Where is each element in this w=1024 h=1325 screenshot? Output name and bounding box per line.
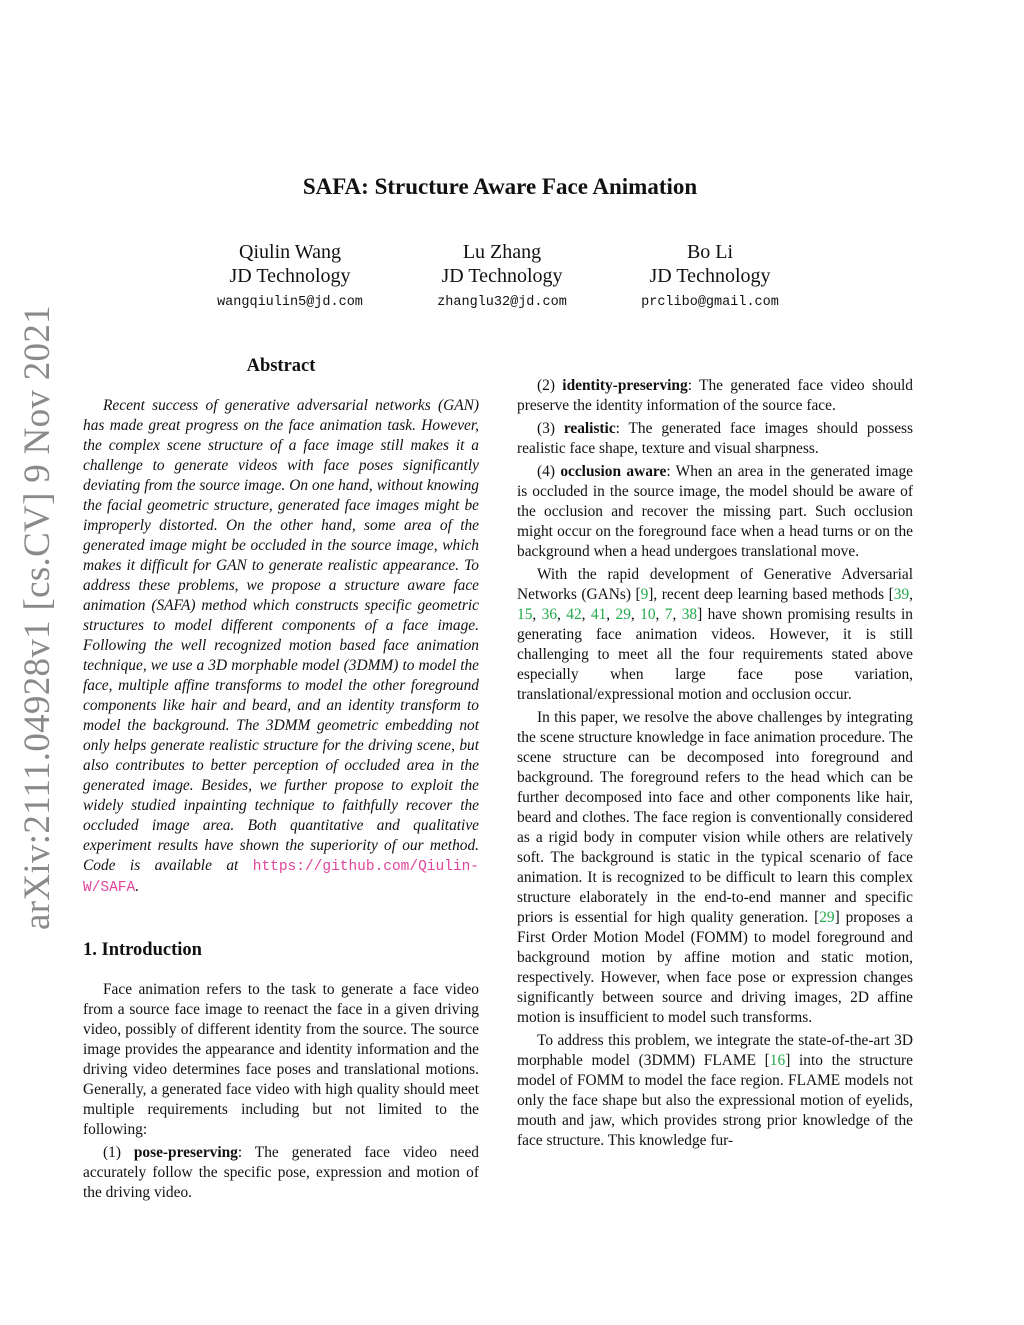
requirement-1: (1) pose-preserving: The generated face video need accurately follow the specific pose, expression and motion of the driving video. — [83, 1144, 480, 1201]
intro-paragraph: With the rapid development of Generative Adversarial Networks (GANs) [9], recent deep learning based methods [39, 15, 36, 42, 41, 29, 10, 7, 38] have shown promising results in generating face animation videos. However, it is still challenging to meet all the four requirements stated above especially when large face pose variation, translational/expressional motion and occlusion occur. — [517, 566, 914, 703]
citation-link[interactable]: 10 — [640, 606, 656, 623]
author-name: Bo Li — [686, 241, 734, 263]
code-link[interactable]: https://github.com/Qiulin-W/SAFA — [83, 859, 479, 896]
citation-link[interactable]: 9 — [640, 586, 649, 603]
author-name: Qiulin Wang — [239, 241, 341, 263]
citation-link[interactable]: 29 — [819, 909, 835, 926]
author-block — [382, 240, 622, 315]
abstract-text: Recent success of generative adversarial networks (GAN) has made great progress on the face animation task. However, the complex scene structure of a face image still makes it a challenge to generate videos with face poses significantly deviating from the source image. On one hand, without knowing the facial geometric structure, generated face images might be improperly distorted. On the other hand, some area of the generated image might be occluded in the source image, which makes it difficult for GAN to generate realistic appearance. To address these problems, we propose a structure aware face animation (SAFA) method which constructs specific geometric structures to model different components of a face image. Following the well recognized motion based face animation technique, we use a 3D morphable model (3DMM) to model the face, multiple affine transforms to model the other foreground components like hair and beard, and an identity transform to model the background. The 3DMM geometric embedding not only helps generate realistic structure for the driving scene, but also contributes to better perception of occluded area in the generated image. Besides, we further propose to exploit the widely studied inpainting technique to faithfully recover the occluded image area. Both quantitative and qualitative experiment results have shown the superiority of our method. Code is available at https://github.com/Qiulin-W/SAFA. — [83, 397, 479, 896]
citation-link[interactable]: 15 — [517, 606, 533, 623]
author-email[interactable]: zhanglu32@jd.com — [437, 295, 567, 310]
citation-link[interactable]: 36 — [541, 606, 558, 623]
citation-link[interactable]: 39 — [893, 586, 910, 603]
citation-list: 39, 15, 36, 42, 41, 29, 10, 7, 38 — [517, 586, 914, 623]
citation-link[interactable]: 7 — [664, 606, 673, 623]
arxiv-stamp: arXiv:2111.04928v1 [cs.CV] 9 Nov 2021 — [17, 305, 58, 930]
author-block — [590, 240, 830, 315]
author-affiliation: JD Technology — [649, 265, 771, 287]
intro-paragraph: Face animation refers to the task to generate a face video from a source face image to reenact the face in a given driving video, possibly of different identity from the source. The source image provides the appearance and identity information and the driving video determines face poses and translational motions. Generally, a generated face video with high quality should meet multiple requirements including but not limited to the following: — [83, 981, 479, 1138]
requirement-2: (2) identity-preserving: The generated face video should preserve the identity information of the source face. — [517, 377, 913, 414]
citation-link[interactable]: 16 — [769, 1052, 786, 1069]
author-affiliation: JD Technology — [441, 265, 563, 287]
author-email[interactable]: prclibo@gmail.com — [641, 295, 779, 310]
right-column — [517, 356, 913, 1151]
abstract-heading: Abstract — [246, 356, 316, 376]
author-block — [170, 240, 410, 315]
author-name: Lu Zhang — [462, 241, 542, 263]
author-email[interactable]: wangqiulin5@jd.com — [217, 295, 363, 310]
requirement-4: (4) occlusion aware: When an area in the generated image is occluded in the source image, the model should be aware of the occlusion and recover the missing part. Such occlusion might occur on the foreground face when a head turns or on the background when a head undergoes translational move. — [517, 463, 914, 560]
left-column — [83, 356, 479, 1203]
citation-link[interactable]: 41 — [590, 606, 607, 623]
author-affiliation: JD Technology — [229, 265, 351, 287]
citation-link[interactable]: 38 — [681, 606, 698, 623]
intro-paragraph: To address this problem, we integrate the state-of-the-art 3D morphable model (3DMM) FLAME [16] into the structure model of FOMM to model the face region. FLAME models not only the face shape but also the expressional motion of eyelids, mouth and jaw, which provides strong prior knowledge of the face structure. This knowledge fur- — [517, 1032, 913, 1149]
citation-link[interactable]: 42 — [566, 606, 582, 623]
section-heading-introduction: 1. Introduction — [83, 940, 202, 960]
intro-paragraph: In this paper, we resolve the above challenges by integrating the scene structure knowledge in face animation procedure. The scene structure can be decomposed into foreground and background. The foreground refers to the head which can be further decomposed into face and other components like hair, beard and clothes. The face region is conventionally considered as a rigid body in computer vision while others are relatively soft. The background is static in the typical scenario of face animation. It is recognized to be difficult to learn this complex structure elaborately in the end-to-end manner and specific priors is essential for high quality generation. [29] proposes a First Order Motion Model (FOMM) to model foreground and background motion by affine motion and static motion, respectively. However, when face pose or expression changes significantly between source and driving images, 2D affine motion is insufficient to model such transforms. — [517, 709, 913, 1026]
citation-link[interactable]: 29 — [615, 606, 631, 623]
paper-title: SAFA: Structure Aware Face Animation — [302, 174, 698, 199]
requirement-3: (3) realistic: The generated face images should possess realistic face shape, texture and visual sharpness. — [517, 420, 914, 457]
